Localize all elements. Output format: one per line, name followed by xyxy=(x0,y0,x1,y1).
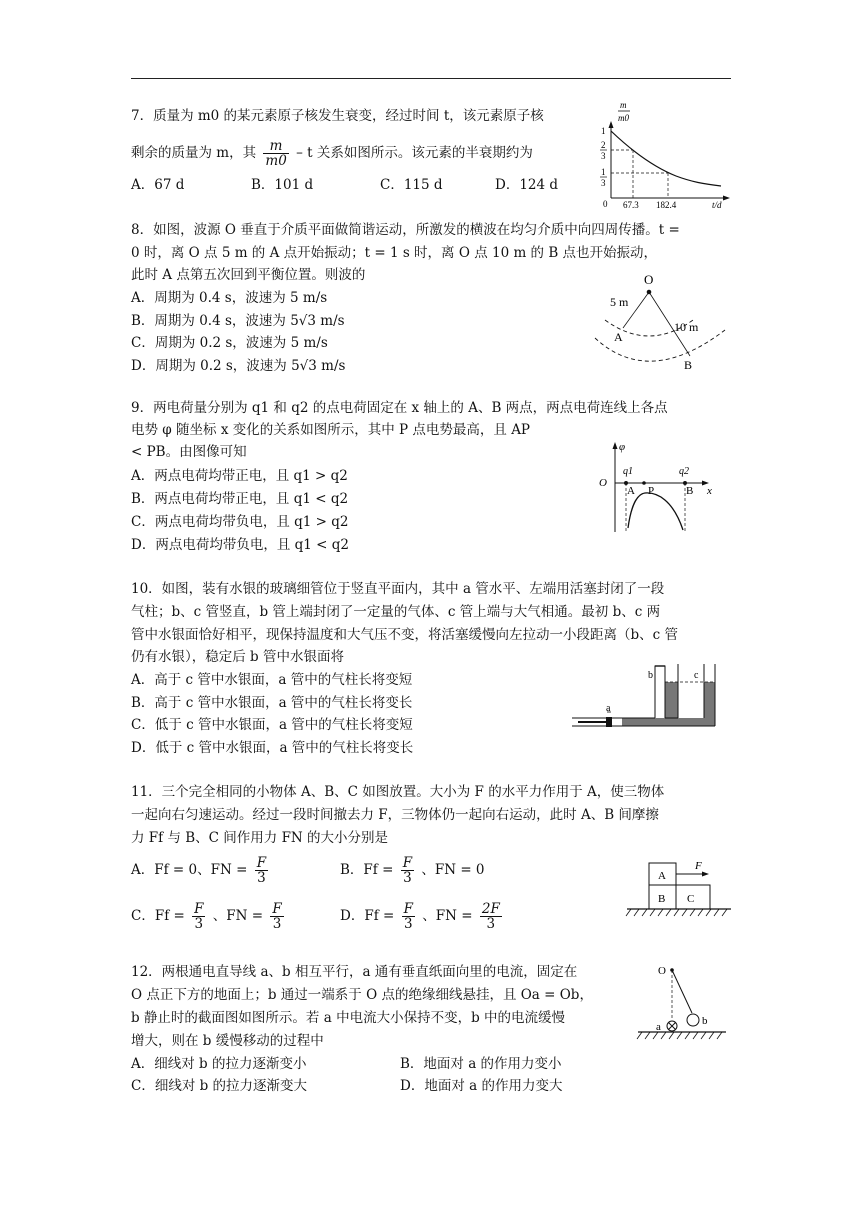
q11-d-num2: 2F xyxy=(481,901,500,917)
q10-option-b: B．高于 c 管中水银面，a 管中的气柱长将变长 xyxy=(131,695,413,711)
header-rule xyxy=(131,78,731,79)
q12-fig-wire-b xyxy=(687,1014,699,1026)
q11-option-c-frac2 xyxy=(270,902,283,931)
q12-stem-line1: 12．两根通电直导线 a、b 相互平行，a 通有垂直纸面向里的电流，固定在 xyxy=(131,964,578,980)
q11-c-num1: F xyxy=(194,901,204,917)
q11-stem-line2: 一起向右匀速运动。经过一段时间撤去力 F，三物体仍一起向右运动，此时 A、B 间摩擦 xyxy=(131,807,659,823)
q11-option-d-frac1 xyxy=(402,902,415,931)
q11-fig-label-b: B xyxy=(658,893,666,905)
q11-c-den1: 3 xyxy=(194,916,204,932)
q10-stem-line3: 管中水银面恰好相平，现保持温度和大气压不变，将活塞缓慢向左拉动一小段距离（b、c 管 xyxy=(131,627,678,643)
q11-b-den: 3 xyxy=(403,870,412,886)
q11-blocks-figure xyxy=(625,855,735,920)
q8-fig-label-o: O xyxy=(644,272,654,287)
q11-d-den2: 3 xyxy=(486,916,496,932)
q8-option-d: D．周期为 0.2 s，波速为 5√3 m/s xyxy=(131,358,346,374)
q11-c-num2: F xyxy=(272,901,282,917)
q8-wave-figure xyxy=(585,268,735,378)
q10-option-d: D．低于 c 管中水银面，a 管中的气柱长将变长 xyxy=(131,740,414,756)
q7-option-b: B．101 d xyxy=(251,177,314,193)
q7-graph-ytick-5: 3 xyxy=(601,178,606,188)
q12-fig-thread xyxy=(672,970,692,1013)
q12-stem-line3: b 静止时的截面图如图所示。若 a 中电流大小保持不变，b 中的电流缓慢 xyxy=(131,1010,565,1026)
q11-option-d xyxy=(340,898,505,934)
q10-stem-line2: 气柱；b、c 管竖直，b 管上端封闭了一定量的气体、c 管上端与大气相通。最初 b、c 两 xyxy=(131,604,661,620)
q10-fig-mercury xyxy=(622,682,715,726)
q7-stem-line1: 7．质量为 m0 的某元素原子核发生衰变，经过时间 t，该元素原子核 xyxy=(131,108,544,124)
q10-option-c: C．低于 c 管中水银面，a 管中的气柱长将变短 xyxy=(131,717,413,733)
q8-fig-label-5m: 5 m xyxy=(610,295,629,309)
q9-fig-phi: φ xyxy=(619,441,626,453)
q9-stem-line1: 9．两电荷量分别为 q1 和 q2 的点电荷固定在 x 轴上的 A、B 两点，两点电荷连线上各点 xyxy=(131,400,668,416)
q11-fig-label-a: A xyxy=(658,870,666,882)
q10-fig-piston xyxy=(606,717,612,727)
q12-fig-label-o: O xyxy=(658,965,666,977)
q12-option-a: A．细线对 b 的拉力逐渐变小 xyxy=(131,1056,307,1072)
q9-fig-label-x: x xyxy=(707,485,712,497)
q7-stem-line2b: – t 关系如图所示。该元素的半衰期约为 xyxy=(296,145,533,161)
q8-fig-label-b: B xyxy=(684,358,693,372)
q9-fig-label-b: B xyxy=(686,485,694,497)
q7-frac-den: m0 xyxy=(265,153,287,169)
q11-c-den2: 3 xyxy=(272,916,282,932)
q11-option-a-frac xyxy=(255,856,268,885)
q12-option-c: C．细线对 b 的拉力逐渐变大 xyxy=(131,1078,308,1094)
q9-option-d: D．两点电荷均带负电，且 q1 < q2 xyxy=(131,537,349,553)
q11-stem-line3: 力 Ff 与 B、C 间作用力 FN 的大小分别是 xyxy=(131,830,389,846)
q11-d-den1: 3 xyxy=(403,916,413,932)
q10-stem-line1: 10．如图，装有水银的玻璃细管位于竖直平面内，其中 a 管水平、左端用活塞封闭了一段 xyxy=(131,581,665,597)
q12-option-b: B．地面对 a 的作用力变小 xyxy=(400,1056,562,1072)
q8-fig-label-10m: 10 m xyxy=(674,320,699,334)
q11-option-d-text2: 、FN = xyxy=(422,908,473,924)
q11-stem-line1: 11．三个完全相同的小物体 A、B、C 如图放置。大小为 F 的水平力作用于 A，使三物体 xyxy=(131,784,665,800)
q7-graph-ytick-3: 3 xyxy=(601,151,606,161)
q11-option-b-text2: 、FN = 0 xyxy=(421,862,485,878)
q11-fig-label-f: F xyxy=(695,860,702,872)
q9-option-a: A．两点电荷均带正电，且 q1 > q2 xyxy=(131,468,348,484)
q7-option-d: D．124 d xyxy=(495,177,559,193)
q11-option-b-frac xyxy=(401,856,414,885)
q7-graph-xtick-1: 67.3 xyxy=(623,200,639,210)
q9-stem-line2: 电势 φ 随坐标 x 变化的关系如图所示，其中 P 点电势最高，且 AP xyxy=(131,422,531,438)
q11-option-c-text2: 、FN = xyxy=(212,908,264,924)
q9-fig-q1: q1 xyxy=(623,466,633,477)
q8-stem-line2: 0 时，离 O 点 5 m 的 A 点开始振动；t = 1 s 时，离 O 点 10 m 的 B 点也开始振动， xyxy=(131,245,658,261)
q11-a-num: F xyxy=(256,855,267,871)
q7-graph-ylabel-den: m0 xyxy=(618,113,629,123)
q7-decay-curve xyxy=(611,131,721,186)
q10-option-a: A．高于 c 管中水银面，a 管中的气柱长将变短 xyxy=(131,672,413,688)
q11-option-d-text1: D．Ff = xyxy=(340,908,395,924)
q12-wires-figure xyxy=(632,958,732,1043)
q9-fig-label-p: P xyxy=(648,485,655,497)
q9-potential-graph xyxy=(595,436,720,536)
q7-decay-graph xyxy=(596,98,736,210)
q12-stem-line2: O 点正下方的地面上；b 通过一端系于 O 点的绝缘细线悬挂，且 Oa = Ob， xyxy=(131,987,593,1003)
q11-b-num: F xyxy=(402,855,413,871)
q7-graph-ytick-4: 1 xyxy=(601,167,606,177)
q8-stem-line1: 8．如图，波源 O 垂直于介质平面做简谐运动，所激发的横波在均匀介质中向四周传播。t = xyxy=(131,222,680,238)
q11-option-a-text: A．Ff = 0、FN = xyxy=(131,862,248,878)
q11-option-d-frac2 xyxy=(480,902,502,931)
q8-option-b: B．周期为 0.4 s，波速为 5√3 m/s xyxy=(131,313,345,329)
q7-option-c: C．115 d xyxy=(380,177,443,193)
q11-option-c-frac1 xyxy=(192,902,205,931)
q7-frac-num: m xyxy=(269,138,283,154)
q7-option-a: A．67 d xyxy=(131,177,185,193)
q11-a-den: 3 xyxy=(257,870,266,886)
q11-option-b xyxy=(340,852,485,888)
q10-stem-line4: 仍有水银），稳定后 b 管中水银面将 xyxy=(131,649,344,665)
q11-option-c-text1: C．Ff = xyxy=(131,908,185,924)
q12-fig-label-a: a xyxy=(656,1021,661,1033)
q10-fig-label-c: c xyxy=(694,670,699,681)
q10-fig-label-b: b xyxy=(648,670,653,681)
q8-stem-line3: 此时 A 点第五次回到平衡位置。则波的 xyxy=(131,267,366,283)
q11-option-b-text1: B．Ff = xyxy=(340,862,394,878)
q7-stem-line2a: 剩余的质量为 m，其 xyxy=(131,145,257,161)
q7-graph-origin: 0 xyxy=(603,199,608,209)
q11-fig-label-c: C xyxy=(687,893,695,905)
q7-graph-ytick-1: 1 xyxy=(601,126,606,136)
q9-option-c: C．两点电荷均带负电，且 q1 > q2 xyxy=(131,514,349,530)
q7-graph-ylabel-num: m xyxy=(620,100,627,110)
q8-fig-label-a: A xyxy=(614,330,623,344)
q8-option-c: C．周期为 0.2 s，波速为 5 m/s xyxy=(131,335,328,351)
q9-option-b: B．两点电荷均带正电，且 q1 < q2 xyxy=(131,491,349,507)
q9-fig-origin: O xyxy=(599,477,607,489)
q7-stem-line2 xyxy=(131,136,533,170)
q11-option-a xyxy=(131,852,271,888)
q10-fig-label-a: a xyxy=(606,703,611,714)
q7-ratio-fraction xyxy=(263,139,288,168)
q7-graph-ytick-2: 2 xyxy=(601,140,606,150)
q9-fig-potential-curve xyxy=(628,493,683,530)
q9-stem-line3: < PB。由图像可知 xyxy=(131,444,247,460)
q9-fig-label-a: A xyxy=(627,485,635,497)
q12-fig-label-b: b xyxy=(702,1015,708,1027)
q7-graph-xtick-2: 182.4 xyxy=(656,200,677,210)
q12-option-d: D．地面对 a 的作用力变大 xyxy=(400,1078,563,1094)
q7-graph-xlabel: t/d xyxy=(712,200,722,210)
q9-fig-q2: q2 xyxy=(679,466,689,477)
q11-option-c xyxy=(131,898,287,934)
q8-option-a: A．周期为 0.4 s，波速为 5 m/s xyxy=(131,290,328,306)
q11-d-num1: F xyxy=(403,901,413,917)
q12-stem-line4: 增大，则在 b 缓慢移动的过程中 xyxy=(131,1033,324,1049)
q10-tube-figure xyxy=(570,660,720,738)
